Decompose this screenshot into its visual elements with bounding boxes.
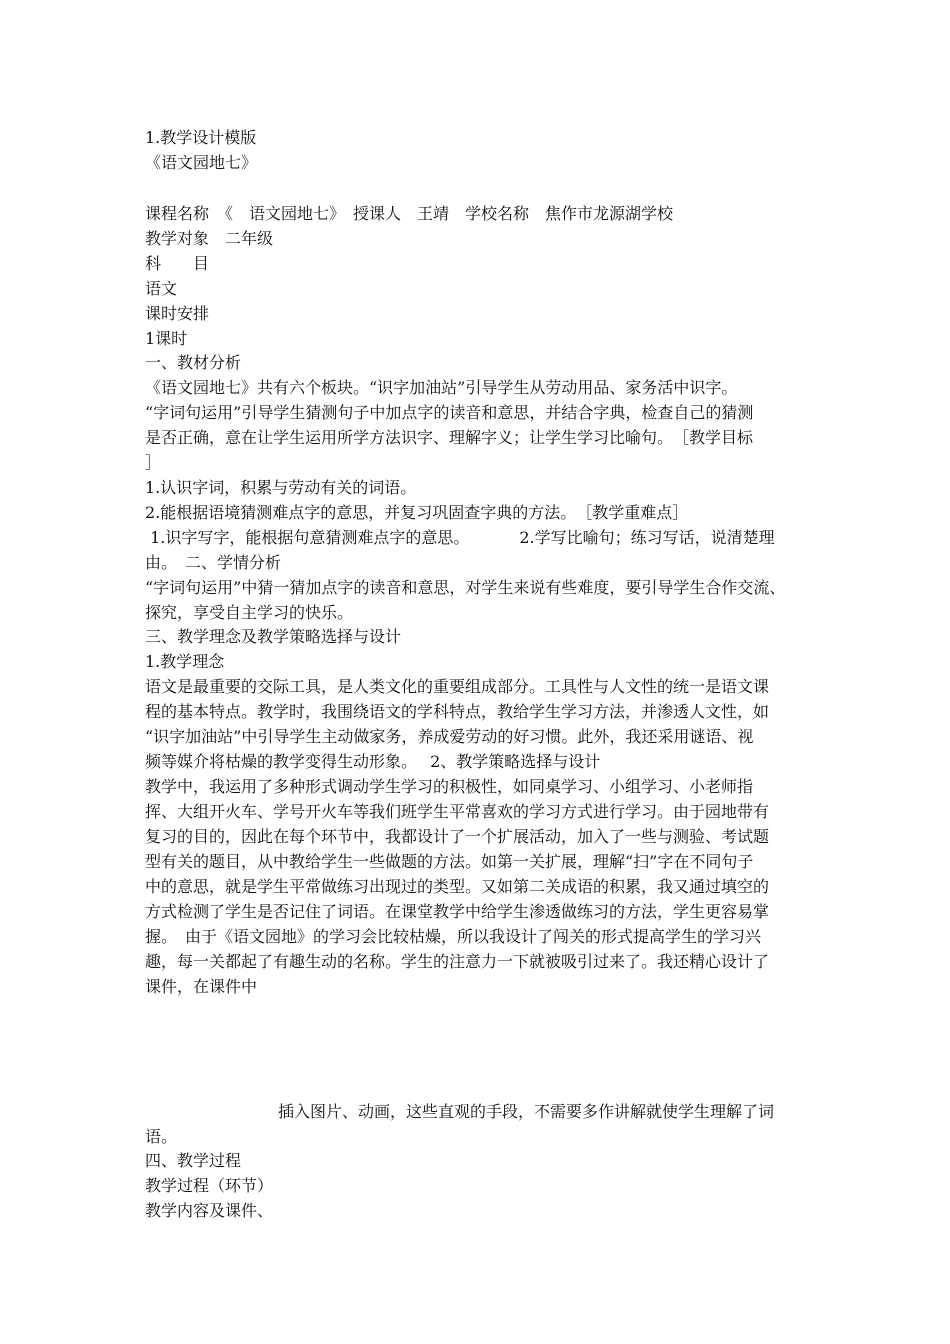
section-title-strategy: 三、教学理念及教学策略选择与设计: [145, 627, 402, 646]
paragraph-line: 教学过程（环节）: [145, 1176, 274, 1195]
info-row-hours-label: 课时安排: [145, 304, 210, 323]
info-row-subject-value: 语文: [145, 279, 178, 298]
info-row-grade: 教学对象 二年级: [145, 229, 274, 248]
section-title-material: 一、教材分析: [145, 353, 242, 372]
paragraph-line: 中的意思，就是学生平常做练习出现过的类型。又如第二关成语的积累，我又通过填空的: [145, 877, 770, 896]
paragraph-line: 型有关的题目，从中教给学生一些做题的方法。如第一关扩展，理解“扫”字在不同句子: [145, 852, 754, 871]
paragraph-line: 插入图片、动画，这些直观的手段，不需要多作讲解就使学生理解了词: [278, 1102, 775, 1121]
paragraph-line: “识字加油站”中引导学生主动做家务，养成爱劳动的好习惯。此外，我还采用谜语、视: [145, 727, 754, 746]
paragraph-line: 教学中，我运用了多种形式调动学生学习的积极性，如同桌学习、小组学习、小老师指: [145, 777, 754, 796]
paragraph-line: 趣，每一关都起了有趣生动的名称。学生的注意力一下就被吸引过来了。我还精心设计了: [145, 952, 770, 971]
info-row-subject-label: 科 目: [145, 254, 210, 273]
paragraph-line: 握。 由于《语文园地》的学习会比较枯燥，所以我设计了闯关的形式提高学生的学习兴: [145, 927, 762, 946]
paragraph-line: “字词句运用”中猜一猜加点字的读音和意思，对学生来说有些难度，要引导学生合作交流、: [145, 578, 786, 597]
section-title-process: 四、教学过程: [145, 1151, 242, 1170]
key-point-line: [145, 526, 815, 550]
paragraph-line: 是否正确，意在让学生运用所学方法识字、理解字义；让学生学习比喻句。 ［教学目标: [145, 428, 754, 447]
paragraph-line: 《语文园地七》共有六个板块。“识字加油站”引导学生从劳动用品、家务活中识字。: [145, 378, 738, 397]
goal-item: 1.认识字词，积累与劳动有关的词语。: [145, 478, 417, 497]
doc-subtitle: 《语文园地七》: [145, 153, 258, 172]
doc-heading: 1.教学设计模版: [145, 128, 257, 147]
key-point-1: 1.识字写字，能根据句意猜测难点字的意思。: [145, 528, 470, 547]
subsection-title: 1.教学理念: [145, 652, 225, 671]
info-row-course: 课程名称 《 语文园地七》 授课人 王靖 学校名称 焦作市龙源湖学校: [145, 204, 674, 223]
key-point-2: 2.学写比喻句；练习写话，说清楚理: [519, 528, 775, 547]
paragraph-line: ］: [145, 453, 162, 472]
paragraph-line: 由。 二、学情分析: [145, 553, 282, 572]
paragraph-line: 探究，享受自主学习的快乐。: [145, 603, 354, 622]
paragraph-line: 方式检测了学生是否记住了词语。在课堂教学中给学生渗透做练习的方法，学生更容易掌: [145, 902, 770, 921]
goal-item: 2.能根据语境猜测难点字的意思，并复习巩固查字典的方法。 ［教学重难点］: [145, 503, 689, 522]
paragraph-line: 程的基本特点。教学时，我围绕语文的学科特点，教给学生学习方法，并渗透人文性，如: [145, 702, 770, 721]
paragraph-line: 频等媒介将枯燥的教学变得生动形象。 2、教学策略选择与设计: [145, 752, 601, 771]
paragraph-line: 教学内容及课件、: [145, 1201, 274, 1220]
paragraph-line: 挥、大组开火车、学号开火车等我们班学生平常喜欢的学习方式进行学习。由于园地带有: [145, 802, 770, 821]
paragraph-line: “字词句运用”引导学生猜测句子中加点字的读音和意思，并结合字典，检查自己的猜测: [145, 403, 754, 422]
info-row-hours-value: 1课时: [145, 329, 188, 348]
paragraph-line: 复习的目的，因此在每个环节中，我都设计了一个扩展活动，加入了一些与测验、考试题: [145, 827, 770, 846]
paragraph-line: 语文是最重要的交际工具，是人类文化的重要组成部分。工具性与人文性的统一是语文课: [145, 677, 770, 696]
paragraph-line: 课件，在课件中: [145, 977, 258, 996]
paragraph-line: 语。: [145, 1127, 178, 1146]
